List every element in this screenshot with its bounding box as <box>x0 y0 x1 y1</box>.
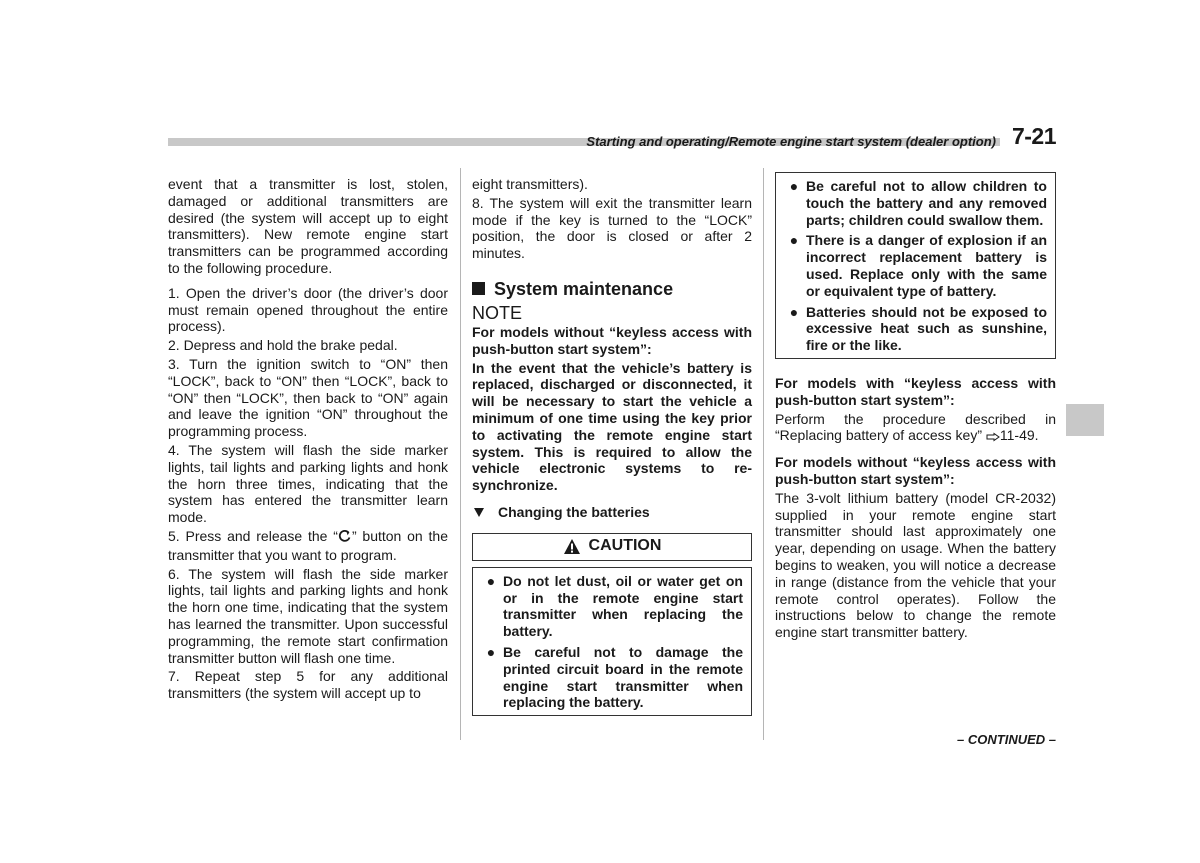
header-title: Starting and operating/Remote engine start system (dealer option) <box>586 134 996 149</box>
paragraph: eight transmitters). <box>472 176 588 192</box>
keyless-heading: For models with “keyless access with push-button start system”: <box>775 374 1056 408</box>
caution-banner <box>472 533 752 561</box>
down-triangle-icon <box>474 508 484 517</box>
bullet-dot-icon: ● <box>789 178 799 194</box>
step-7: 7. Repeat step 5 for any additional transmitters (the system will accept up to <box>168 668 448 702</box>
column-left <box>168 176 448 702</box>
column-middle <box>472 176 752 716</box>
caution-box <box>472 567 752 716</box>
warning-triangle-icon <box>563 538 581 555</box>
step-1: 1. Open the driver’s door (the driver’s door must remain opened throughout the entire process). <box>168 284 448 335</box>
subsection-title: Changing the batteries <box>498 503 650 520</box>
note-body: In the event that the vehicle’s battery is replaced, discharged or disconnected, it will be necessary to start the vehicle a minimum of one time using the key prior to activating the remote engine start system. This is required to allow the vehicle electronic systems to re-synchronize. <box>472 359 752 494</box>
subsection-heading <box>472 504 752 521</box>
chapter-side-tab <box>1066 404 1104 436</box>
caution-item: ● Be careful not to damage the printed circuit board in the remote engine start transmitter when replacing the battery. <box>479 644 743 711</box>
paragraph: event that a transmitter is lost, stolen, damaged or additional transmitters are desired (the system will accept up to eight transmitters). New remote engine start transmitters can be programmed according to the following procedure. <box>168 176 448 276</box>
continued-label: – CONTINUED – <box>957 732 1056 747</box>
caution-item: ● There is a danger of explosion if an incorrect replacement battery is used. Replace only with the same or equivalent type of battery. <box>782 232 1047 299</box>
section-heading <box>472 278 752 300</box>
step-6: 6. The system will flash the side marker lights, tail lights and parking lights and honk the horn one time, indicating that the system has learned the transmitter. Upon successful programming, the remote start confirmation transmitter button will flash one time. <box>168 565 448 666</box>
caution-item: ● Be careful not to allow children to touch the battery and any removed parts; children could swallow them. <box>782 178 1047 228</box>
bullet-dot-icon: ● <box>789 232 799 249</box>
step-8: 8. The system will exit the transmitter learn mode if the key is turned to the “LOCK” position, the door is closed or after 2 minutes. <box>472 194 752 262</box>
bullet-dot-icon: ● <box>789 303 799 320</box>
note-label: NOTE <box>472 302 523 323</box>
step-3: 3. Turn the ignition switch to “ON” then “LOCK”, back to “ON” then “LOCK”, back to “ON” then “LOCK”, then back to “ON” again and leave the ignition “ON” throughout the programming process. <box>168 355 448 440</box>
caution-item: ● Do not let dust, oil or water get on or in the remote engine start transmitter when replacing the battery. <box>479 573 743 640</box>
section-title: System maintenance <box>494 278 674 299</box>
page-number: 7-21 <box>1011 123 1056 149</box>
note-subheading: For models without “keyless access with push-button start system”: <box>472 323 752 357</box>
keyless-body: Perform the procedure described in “Replacing battery of access key” 11-49. <box>775 411 1056 447</box>
column-right <box>775 176 1056 641</box>
nokeyless-heading: For models without “keyless access with push-button start system”: <box>775 454 1056 487</box>
remote-start-icon <box>338 529 352 547</box>
step-2: 2. Depress and hold the brake pedal. <box>168 337 398 354</box>
caution-box-continued <box>775 172 1056 359</box>
column-divider <box>763 168 764 740</box>
step-5 <box>168 528 448 564</box>
step-4: 4. The system will flash the side marker lights, tail lights and parking lights and honk the horn three times, indicating that the system has entered the transmitter learn mode. <box>168 441 448 526</box>
column-divider <box>460 168 461 740</box>
bullet-dot-icon: ● <box>486 643 496 660</box>
caution-item: ● Batteries should not be exposed to excessive heat such as sunshine, fire or the like. <box>782 304 1047 354</box>
pointing-hand-icon <box>986 429 1000 446</box>
step-5-text-a: 5. Press and release the “ <box>168 527 338 544</box>
caution-label: CAUTION <box>588 537 662 555</box>
square-bullet-icon <box>472 282 485 295</box>
step-5-text-b: ” button on the transmitter that you want to program. <box>168 527 448 563</box>
bullet-dot-icon: ● <box>486 572 496 589</box>
nokeyless-body: The 3-volt lithium battery (model CR-2032) supplied in your remote engine start transmitter should last approximately one year, depending on usage. When the battery begins to weaken, you will notice a decrease in range (distance from the vehicle that your remote control operates). Follow the instructions below to change the remote engine start transmitter battery. <box>775 489 1056 641</box>
